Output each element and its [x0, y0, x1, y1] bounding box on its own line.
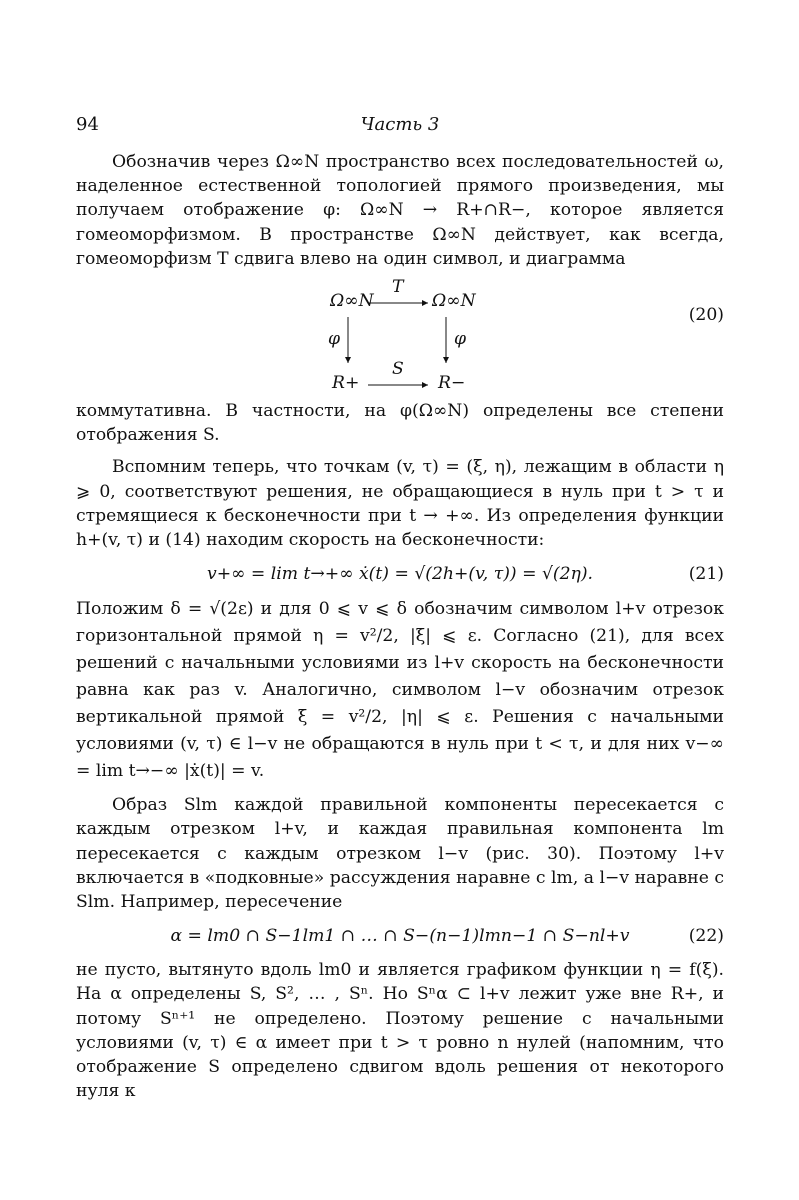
part-title: Часть 3: [360, 114, 440, 135]
arrow-label-phi-right: φ: [454, 329, 467, 350]
equation-number-21: (21): [688, 564, 724, 585]
paragraph-2: коммутативна. В частности, на φ(Ω∞N) определены все степени отображения S.: [76, 401, 724, 446]
equation-21-body: v+∞ = lim t→+∞ ẋ(t) = √(2h+(v, τ)) = √(2η).: [206, 564, 593, 585]
arrow-label-phi-left: φ: [328, 329, 341, 350]
paragraph-4: Положим δ = √(2ε) и для 0 ⩽ v ⩽ δ обозначим символом l+v отрезок горизонтальной прямой η = v²/2, |ξ| ⩽ ε. Согласно (21), для всех решений с начальными условиями из l+v скорость на бесконечности равна как раз v. Аналогично, символом l−v обозначим отрезок вертикальной прямой ξ = v²/2, |η| ⩽ ε. Решения с начальными условиями (v, τ) ∈ l−v не обращаются в нуль при t < τ, и для них v−∞ = lim t→−∞ |ẋ(t)| = v.: [76, 599, 724, 782]
equation-22: [76, 914, 724, 958]
paragraph-5: Образ Slm каждой правильной компоненты пересекается с каждым отрезком l+v, и каждая правильная компонента lm пересекается с каждым отрезком l−v (рис. 30). Поэтому l+v включается в «подковные» рассуждения наравне с lm, а l−v наравне с Slm. Например, пересечение: [76, 795, 724, 913]
node-bottom-right: R−: [438, 373, 466, 394]
running-header: [76, 110, 724, 150]
equation-22-body: α = lm0 ∩ S−1lm1 ∩ … ∩ S−(n−1)lmn−1 ∩ S−nl+v: [170, 926, 630, 947]
arrow-label-S: S: [392, 359, 404, 380]
page: [76, 110, 724, 1103]
node-top-right: Ω∞N: [432, 291, 476, 312]
equation-21: [76, 552, 724, 596]
equation-number-22: (22): [688, 926, 724, 947]
commutative-diagram: [76, 271, 724, 399]
arrow-label-T: T: [392, 277, 404, 298]
node-top-left: Ω∞N: [330, 291, 374, 312]
page-number: 94: [76, 114, 99, 135]
paragraph-3: Вспомним теперь, что точкам (v, τ) = (ξ, η), лежащим в области η ⩾ 0, соответствуют решения, не обращающиеся в нуль при t > τ и стремящиеся к бесконечности при t → +∞. Из определения функции h+(v, τ) и (14) находим скорость на бесконечности:: [76, 457, 724, 551]
equation-number-20: (20): [688, 305, 724, 326]
node-bottom-left: R+: [332, 373, 360, 394]
paragraph-1: Обозначив через Ω∞N пространство всех последовательностей ω, наделенное естественной топологией прямого произведения, мы получаем отображение φ: Ω∞N → R+∩R−, которое является гомеоморфизмом. В пространстве Ω∞N действует, как всегда, гомеоморфизм T сдвига влево на один символ, и диаграмма: [76, 152, 724, 269]
paragraph-6: не пусто, вытянуто вдоль lm0 и является графиком функции η = f(ξ). На α определены S, S², … , Sⁿ. Но Sⁿα ⊂ l+v лежит уже вне R+, и потому Sⁿ⁺¹ не определено. Поэтому решение с начальными условиями (v, τ) ∈ α имеет при t > τ ровно n нулей (напомним, что отображение S определено сдвигом вдоль решения от некоторого нуля к: [76, 960, 724, 1102]
